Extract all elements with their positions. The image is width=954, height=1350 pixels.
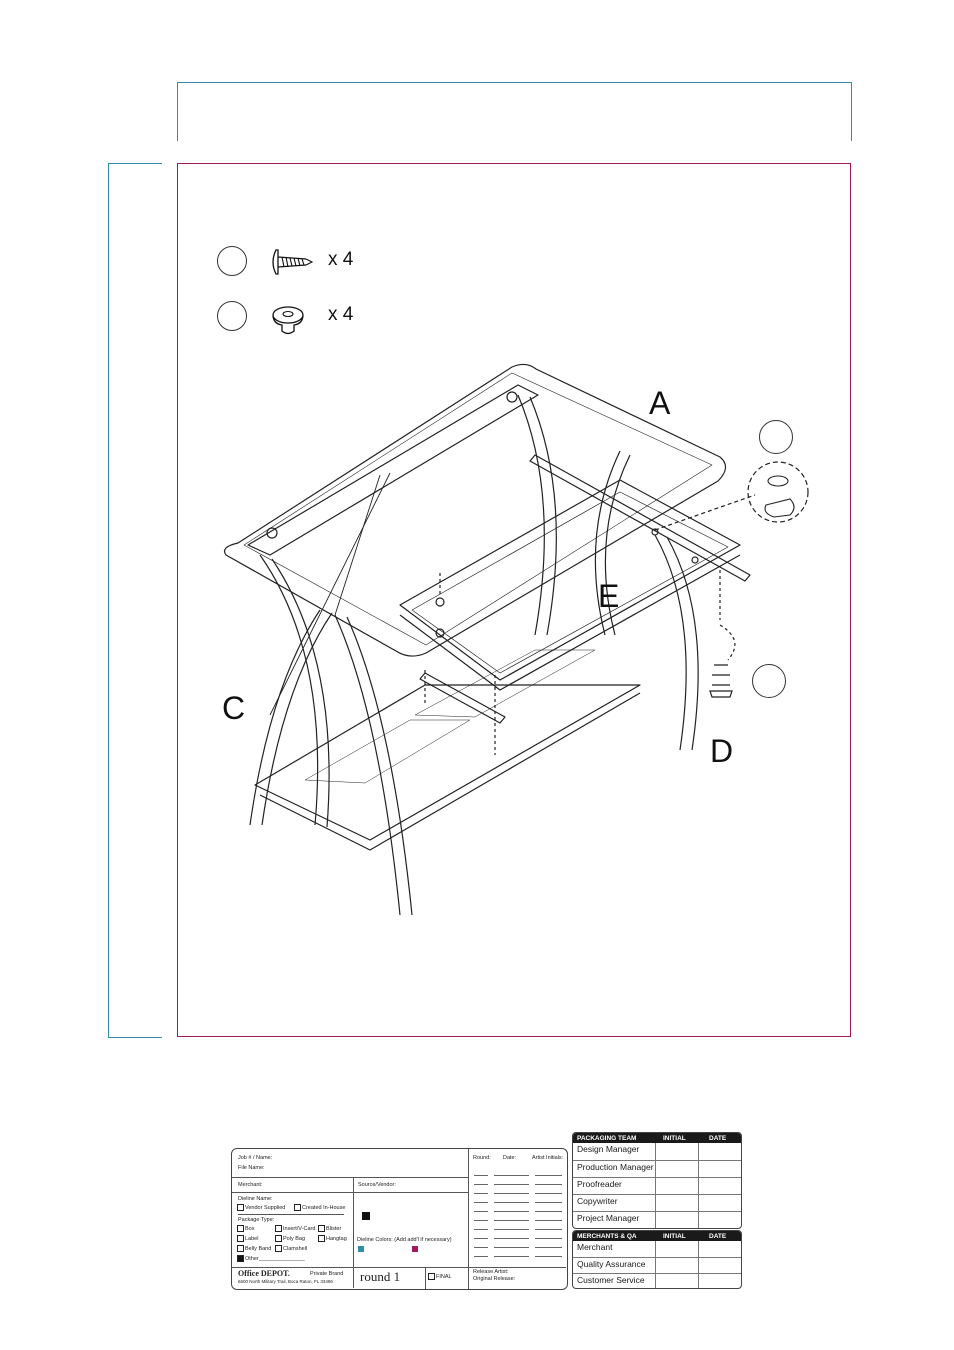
office-depot-logo: Office DEPOT. bbox=[238, 1269, 290, 1278]
part-label-c: C bbox=[222, 690, 246, 726]
source-label: Source/Vendor: bbox=[358, 1182, 396, 1188]
address-text: 6600 North Military Trail, Boca Raton, FL 33496 bbox=[238, 1279, 333, 1284]
table-row[interactable]: Merchant bbox=[577, 1242, 613, 1252]
original-release-label: Original Release: bbox=[473, 1276, 516, 1282]
packaging-team-header: PACKAGING TEAM bbox=[577, 1134, 637, 1142]
vendor-supplied-option[interactable]: Vendor Supplied bbox=[237, 1204, 285, 1211]
round-text: round 1 bbox=[360, 1269, 401, 1284]
hardware-circle-1 bbox=[217, 246, 247, 276]
table-row[interactable]: Quality Assurance bbox=[573, 1257, 741, 1273]
job-ticket bbox=[231, 1148, 568, 1290]
top-dieline-frame bbox=[177, 82, 852, 141]
round-column-label: Round: bbox=[473, 1155, 491, 1161]
job-label: Job # / Name: bbox=[238, 1155, 273, 1161]
file-label: File Name: bbox=[238, 1165, 265, 1171]
part-label-e: E bbox=[598, 578, 620, 614]
magenta-swatch bbox=[412, 1246, 418, 1252]
detail-circle-screw bbox=[752, 664, 786, 698]
left-dieline-frame bbox=[108, 163, 162, 1038]
table-row[interactable]: Project Manager bbox=[573, 1211, 741, 1229]
table-row[interactable]: Copywriter bbox=[573, 1194, 741, 1212]
pkg-other[interactable]: Other_______________ bbox=[237, 1255, 305, 1262]
date-column-label: Date: bbox=[503, 1155, 517, 1161]
part-label-d: D bbox=[710, 733, 734, 769]
merchants-qa-header: MERCHANTS & QA bbox=[577, 1232, 637, 1240]
pkg-polybag[interactable]: Poly Bag bbox=[275, 1235, 305, 1242]
detail-circle-cup bbox=[759, 420, 793, 454]
hardware-circle-2 bbox=[217, 301, 247, 331]
screw-quantity: x 4 bbox=[328, 249, 354, 270]
part-label-a: A bbox=[649, 385, 671, 421]
packaging-team-table bbox=[572, 1132, 742, 1229]
pkg-insert[interactable]: Insert/V-Card bbox=[275, 1225, 315, 1232]
pkg-clamshell[interactable]: Clamshell bbox=[275, 1245, 307, 1252]
pkg-bellyband[interactable]: Belly Band bbox=[237, 1245, 271, 1252]
package-type-label: Package Type: bbox=[238, 1217, 275, 1223]
table-row[interactable]: Proofreader bbox=[573, 1177, 741, 1195]
black-swatch bbox=[362, 1212, 370, 1220]
private-brand-label: Private Brand bbox=[310, 1271, 344, 1277]
assembly-illustration bbox=[200, 355, 830, 930]
artist-initials-label: Artist Initials: bbox=[532, 1155, 564, 1161]
glass-cup-icon bbox=[270, 304, 306, 338]
dieline-colors-label: Dieline Colors: (Add add'l if necessary) bbox=[357, 1237, 452, 1243]
screw-icon bbox=[268, 248, 314, 276]
release-artist-label: Release Artist: bbox=[473, 1269, 509, 1275]
pkg-box[interactable]: Box bbox=[237, 1225, 254, 1232]
packaging-initial-header: INITIAL bbox=[663, 1134, 686, 1142]
merchants-qa-table bbox=[572, 1230, 742, 1289]
merchants-initial-header: INITIAL bbox=[663, 1232, 686, 1240]
created-inhouse-option[interactable]: Created In-House bbox=[294, 1204, 345, 1211]
cyan-swatch bbox=[358, 1246, 364, 1252]
table-row[interactable]: Customer Service bbox=[573, 1273, 741, 1289]
final-checkbox[interactable]: FINAL bbox=[428, 1273, 452, 1280]
pkg-label[interactable]: Label bbox=[237, 1235, 258, 1242]
round-log-lines bbox=[474, 1167, 562, 1263]
table-row[interactable]: Design Manager bbox=[577, 1144, 640, 1154]
packaging-date-header: DATE bbox=[709, 1134, 727, 1142]
dieline-name-label: Dieline Name: bbox=[238, 1196, 273, 1202]
merchant-label: Merchant: bbox=[238, 1182, 263, 1188]
glass-cup-quantity: x 4 bbox=[328, 304, 354, 325]
pkg-blister[interactable]: Blister bbox=[318, 1225, 341, 1232]
merchants-date-header: DATE bbox=[709, 1232, 727, 1240]
pkg-hangtag[interactable]: Hangtag bbox=[318, 1235, 347, 1242]
table-row[interactable]: Production Manager bbox=[573, 1160, 741, 1178]
